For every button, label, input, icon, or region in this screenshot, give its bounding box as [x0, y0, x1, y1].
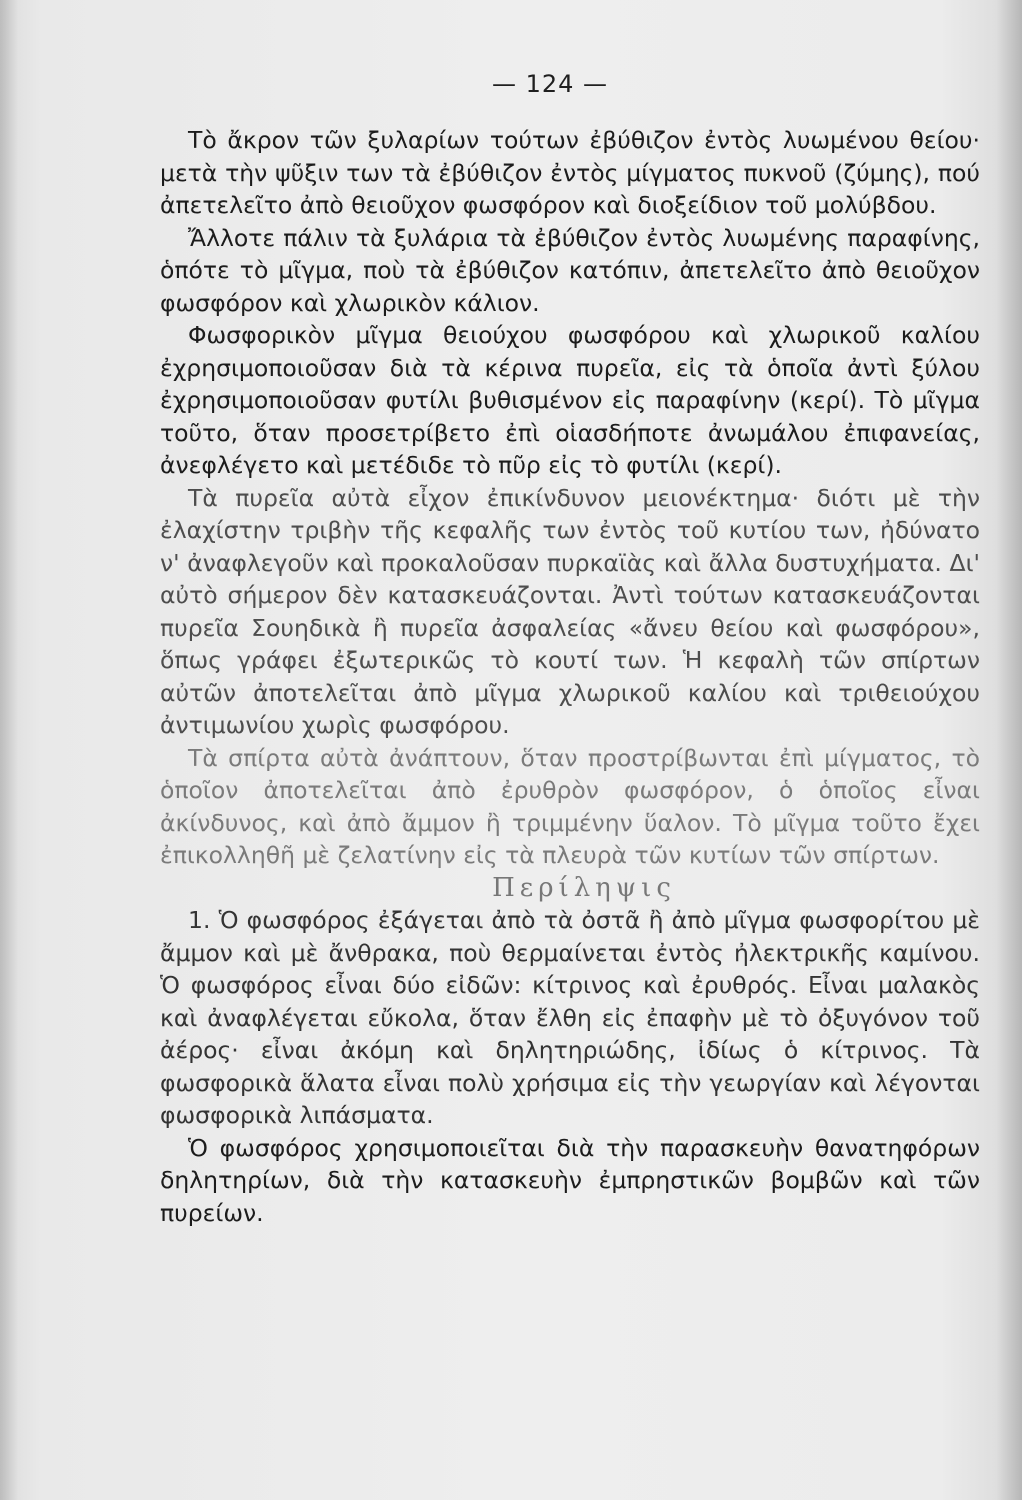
paragraph: Τὰ σπίρτα αὐτὰ ἀνάπτουν, ὅταν προστρίβωνται ἐπὶ μίγματος, τὸ ὁποῖον ἀποτελεῖται ἀπὸ ἐρυθρὸν φωσφόρον, ὁ ὁποῖος εἶναι ἀκίνδυνος, καὶ ἀπὸ ἄμμον ἢ τριμμένην ὕαλον. Τὸ μῖγμα τοῦτο ἔχει ἐπικολληθῆ μὲ ζελατίνην εἰς τὰ πλευρὰ τῶν κυτίων τῶν σπίρτων.: [160, 743, 980, 869]
summary-paragraph: 1. Ὁ φωσφόρος ἐξάγεται ἀπὸ τὰ ὀστᾶ ἢ ἀπὸ μῖγμα φωσφορίτου μὲ ἄμμον καὶ μὲ ἄνθρακα, ποὺ θερμαίνεται ἐντὸς ἠλεκτρικῆς καμίνου. Ὁ φωσφόρος εἶναι δύο εἰδῶν: κίτρινος καὶ ἐρυθρός. Εἶναι μαλακὸς καὶ ἀναφλέγεται εὔκολα, ὅταν ἔλθη εἰς ἐπαφὴν μὲ τὸ ὀξυγόνον τοῦ ἀέρος· εἶναι ἀκόμη καὶ δηλητηριώδης, ἰδίως ὁ κίτρινος. Τὰ φωσφορικὰ ἅλατα εἶναι πολὺ χρήσιμα εἰς τὴν γεωργίαν καὶ λέγονται φωσφορικὰ λιπάσματα.: [160, 906, 980, 1129]
page-right-shadow: [996, 0, 1022, 1500]
paragraph: Ἄλλοτε πάλιν τὰ ξυλάρια τὰ ἐβύθιζον ἐντὸς λυωμένης παραφίνης, ὁπότε τὸ μῖγμα, ποὺ τὰ ἐβύθιζον κατόπιν, ἀπετελεῖτο ἀπὸ θειοῦχον φωσφόρον καὶ χλωρικὸν κάλιον.: [160, 223, 980, 317]
section-heading: Περίληψις: [492, 872, 676, 903]
summary-paragraph: Ὁ φωσφόρος χρησιμοποιεῖται διὰ τὴν παρασκευὴν θανατηφόρων δηλητηρίων, διὰ τὴν κατασκευὴν ἐμπρηστικῶν βομβῶν καὶ τῶν πυρείων.: [160, 1133, 980, 1227]
paragraph: Τὰ πυρεῖα αὐτὰ εἶχον ἐπικίνδυνον μειονέκτημα· διότι μὲ τὴν ἐλαχίστην τριβὴν τῆς κεφαλῆς των ἐντὸς τοῦ κυτίου των, ἠδύνατο ν' ἀναφλεγοῦν καὶ προκαλοῦσαν πυρκαϊὰς καὶ ἄλλα δυστυχήματα. Δι' αὐτὸ σήμερον δὲν κατασκευάζονται. Ἀντὶ τούτων κατασκευάζονται πυρεῖα Σουηδικὰ ἢ πυρεῖα ἀσφαλείας «ἄνευ θείου καὶ φωσφόρου», ὅπως γράφει ἐξωτερικῶς τὸ κουτί των. Ἡ κεφαλὴ τῶν σπίρτων αὐτῶν ἀποτελεῖται ἀπὸ μῖγμα χλωρικοῦ καλίου καὶ τριθειούχου ἀντιμωνίου χωρὶς φωσφόρου.: [160, 483, 980, 739]
body-text: [160, 124, 980, 1229]
page-left-shadow: [0, 0, 18, 1500]
page-number: — 124 —: [491, 70, 609, 98]
paragraph: Τὸ ἄκρον τῶν ξυλαρίων τούτων ἐβύθιζον ἐντὸς λυωμένου θείου· μετὰ τὴν ψῦξιν των τὰ ἐβύθιζον ἐντὸς μίγματος πυκνοῦ (ζύμης), πού ἀπετελεῖτο ἀπὸ θειοῦχον φωσφόρον καὶ διοξείδιον τοῦ μολύβδου.: [160, 126, 980, 219]
paragraph: Φωσφορικὸν μῖγμα θειούχου φωσφόρου καὶ χλωρικοῦ καλίου ἐχρησιμοποιοῦσαν διὰ τὰ κέρινα πυρεῖα, εἰς τὰ ὁποῖα ἀντὶ ξύλου ἐχρησιμοποιοῦσαν φυτίλι βυθισμένον εἰς παραφίνην (κερί). Τὸ μῖγμα τοῦτο, ὅταν προσετρίβετο ἐπὶ οἱασδήποτε ἀνωμάλου ἐπιφανείας, ἀνεφλέγετο καὶ μετέδιδε τὸ πῦρ εἰς τὸ φυτίλι (κερί).: [160, 321, 980, 479]
